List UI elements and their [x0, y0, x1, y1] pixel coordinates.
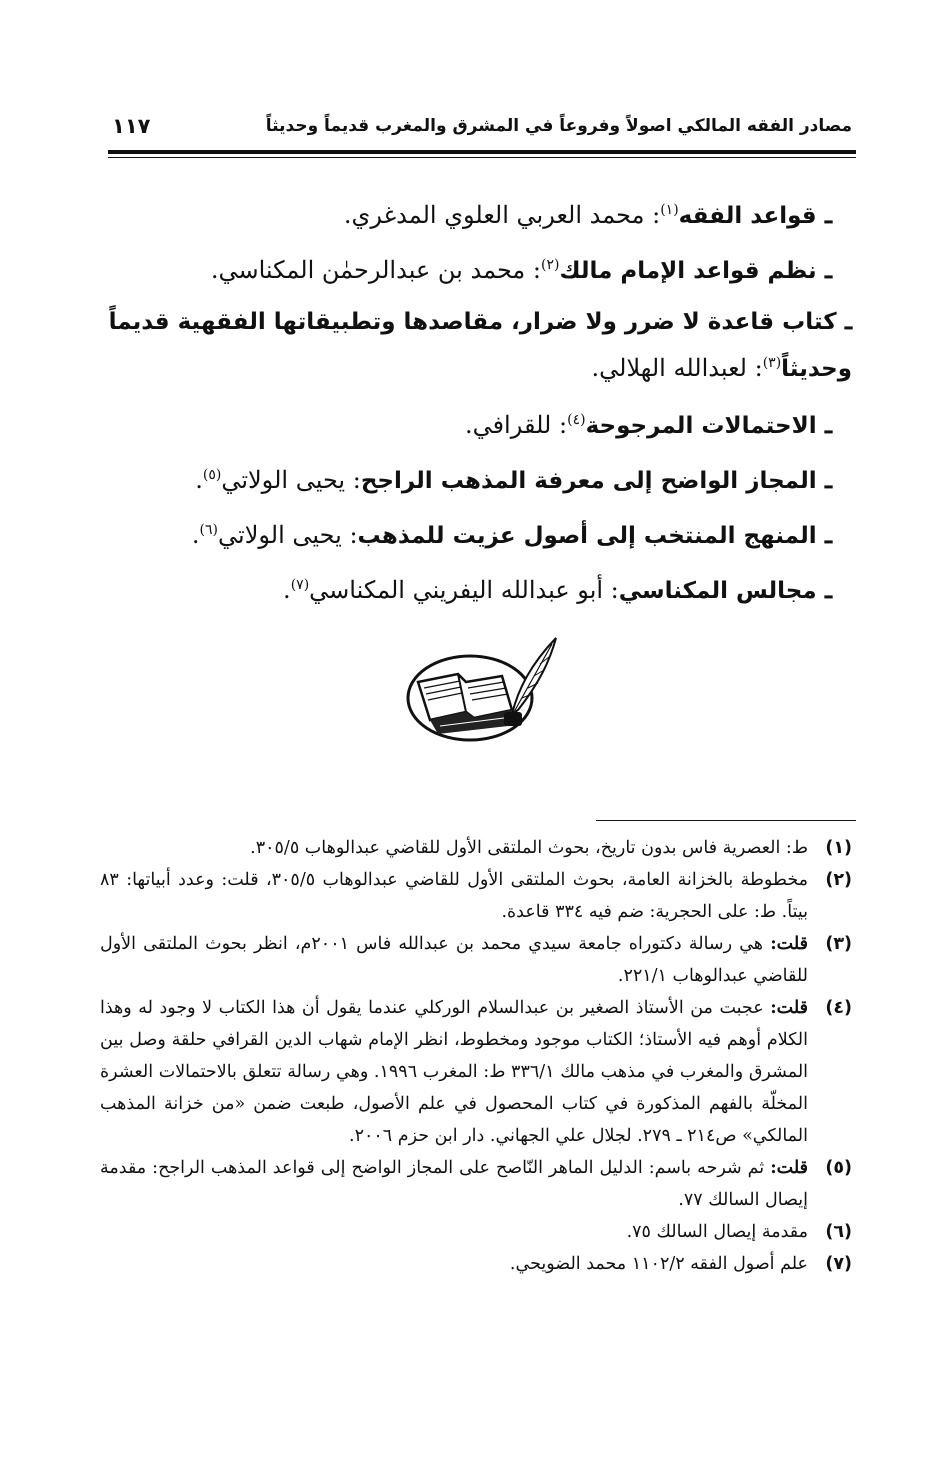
footnote-lead: قلت: [770, 1158, 808, 1178]
entry-title: المنهج المنتخب إلى أصول عزيت للمذهب [357, 523, 817, 549]
entry-list [92, 188, 852, 618]
footnote-item [100, 1248, 852, 1280]
entry-period: . [191, 521, 200, 549]
entry-title: المجاز الواضح إلى معرفة المذهب الراجح [360, 468, 817, 494]
footnote-number: (٤) [825, 998, 852, 1018]
footnote-item [100, 1216, 852, 1248]
footnote-item [100, 1152, 852, 1216]
footnote-body: ط: العصرية فاس بدون تاريخ، بحوث الملتقى الأول للقاضي عبدالوهاب ٣٠٥/٥. [250, 838, 808, 858]
list-item: ـ نظم قواعد الإمام مالك$^{(٢)}$: محمد بن عبدالرحمٰن المكناسي. [210, 255, 832, 284]
footnote-text [100, 864, 808, 928]
header-rule-thick [108, 150, 856, 154]
entry-period: . [195, 466, 203, 494]
footnote-number: (٢) [825, 870, 852, 890]
entry-author: : يحيى الولاتي [218, 521, 358, 549]
footnote-body: هي رسالة دكتوراه جامعة سيدي محمد بن عبدالله فاس ٢٠٠١م، انظر بحوث الملتقى الأول للقاضي عبدالوهاب ٢٢١/١. [100, 934, 808, 986]
footnote-body: مخطوطة بالخزانة العامة، بحوث الملتقى الأول للقاضي عبدالوهاب ٣٠٥/٥، قلت: وعدد أبياتها: ٨٣ بيتاً. ط: على الحجرية: ضم فيه ٣٣٤ قاعدة. [100, 870, 808, 922]
list-item: ـ المجاز الواضح إلى معرفة المذهب الراجح: يحيى الولاتي$^{(٥)}$. [195, 465, 832, 494]
entry-author: : للقرافي. [464, 411, 568, 439]
footnote-text [100, 992, 808, 1152]
entry-author: : يحيى الولاتي [221, 466, 361, 494]
entry-author: : محمد بن عبدالرحمٰن المكناسي. [210, 256, 541, 284]
footnote-number: (٦) [825, 1222, 852, 1242]
footnote-lead: قلت: [770, 934, 808, 954]
footnote-body: ثم شرحه باسم: الدليل الماهر النّاصح على المجاز الواضح إلى قواعد المذهب الراجح: مقدمة إيصال السالك ٧٧. [100, 1158, 808, 1210]
footnote-ref[interactable]: (٧) [290, 577, 310, 593]
footnote-ref[interactable]: (٦) [199, 522, 219, 538]
header-rule-thin [108, 157, 856, 158]
footnote-ref[interactable]: (١) [660, 202, 679, 218]
list-item: ـ المنهج المنتخب إلى أصول عزيت للمذهب: يحيى الولاتي$^{(٦)}$. [191, 520, 832, 549]
list-item: ـ قواعد الفقه$^{(١)}$: محمد العربي العلوي المدغري. [343, 200, 832, 229]
entry-author: : محمد العربي العلوي المدغري. [343, 201, 661, 229]
list-item: ـ مجالس المكناسي: أبو عبدالله اليفريني المكناسي$^{(٧)}$. [283, 575, 832, 604]
footnote-separator [596, 820, 856, 821]
entry-author: : لعبدالله الهلالي. [591, 354, 763, 382]
footnote-item [100, 928, 852, 992]
entry-title: كتاب قاعدة لا ضرر ولا ضرار، مقاصدها وتطبيقاتها الفقهية قديماً وحديثاً [108, 309, 852, 382]
footnote-text [100, 1248, 808, 1280]
footnote-text [100, 1152, 808, 1216]
footnote-body: عجبت من الأستاذ الصغير بن عبدالسلام الوركلي عندما يقول أن هذا الكتاب لا وجود له وهذا الكلام أوهم فيه الأستاذ؛ الكتاب موجود ومخطوط، انظر الإمام شهاب الدين القرافي حلقة وصل بين المشرق والمغرب في مذهب مالك ٣٣٦/١ ط: المغرب ١٩٩٦. وهي رسالة تتعلق بالاحتمالات العشرة المخلّة بالفهم المذكورة في كتاب المحصول في علم الأصول، طبعت ضمن «من خزانة المذهب المالكي» ص٢١٤ ـ ٢٧٩. لجلال علي الجهاني. دار ابن حزم ٢٠٠٦. [100, 998, 809, 1146]
footnote-item [100, 864, 852, 928]
footnote-item [100, 832, 852, 864]
footnote-lead: قلت: [770, 998, 808, 1018]
list-item: ـ كتاب قاعدة لا ضرر ولا ضرار، مقاصدها وتطبيقاتها الفقهية قديماً وحديثاً$^{(٣)}$: لعبدالله الهلالي. [108, 306, 852, 382]
footnote-text [100, 928, 808, 992]
footnote-text [100, 1216, 808, 1248]
entry-title: الاحتمالات المرجوحة [585, 413, 817, 439]
footnote-body: مقدمة إيصال السالك ٧٥. [626, 1222, 808, 1242]
entry-title: نظم قواعد الإمام مالك [559, 258, 817, 284]
footnote-body: علم أصول الفقه ١١٠٢/٢ محمد الضويحي. [509, 1254, 808, 1274]
footnote-ref[interactable]: (٥) [202, 467, 222, 483]
footnote-item [100, 992, 852, 1152]
entry-title: مجالس المكناسي [618, 578, 817, 604]
entry-period: . [283, 576, 291, 604]
footnote-number: (٥) [825, 1158, 852, 1178]
footnote-text [100, 832, 808, 864]
list-item: ـ الاحتمالات المرجوحة$^{(٤)}$: للقرافي. [464, 410, 832, 439]
footnotes [100, 832, 852, 1280]
footnote-ref[interactable]: (٤) [567, 412, 586, 428]
page-number: ١١٧ [112, 114, 151, 138]
entry-author: : أبو عبدالله اليفريني المكناسي [309, 576, 619, 604]
footnote-ref[interactable]: (٢) [541, 257, 560, 273]
entry-title: قواعد الفقه [678, 203, 817, 229]
footnote-number: (٣) [825, 934, 852, 954]
footnote-number: (٧) [825, 1254, 852, 1274]
footnote-ref[interactable]: (٣) [762, 355, 782, 371]
footnote-number: (١) [825, 838, 852, 858]
book-quill-ornament-icon [400, 630, 560, 745]
running-header-title: مصادر الفقه المالكي اصولاً وفروعاً في المشرق والمغرب قديماً وحديثاً [265, 116, 852, 136]
